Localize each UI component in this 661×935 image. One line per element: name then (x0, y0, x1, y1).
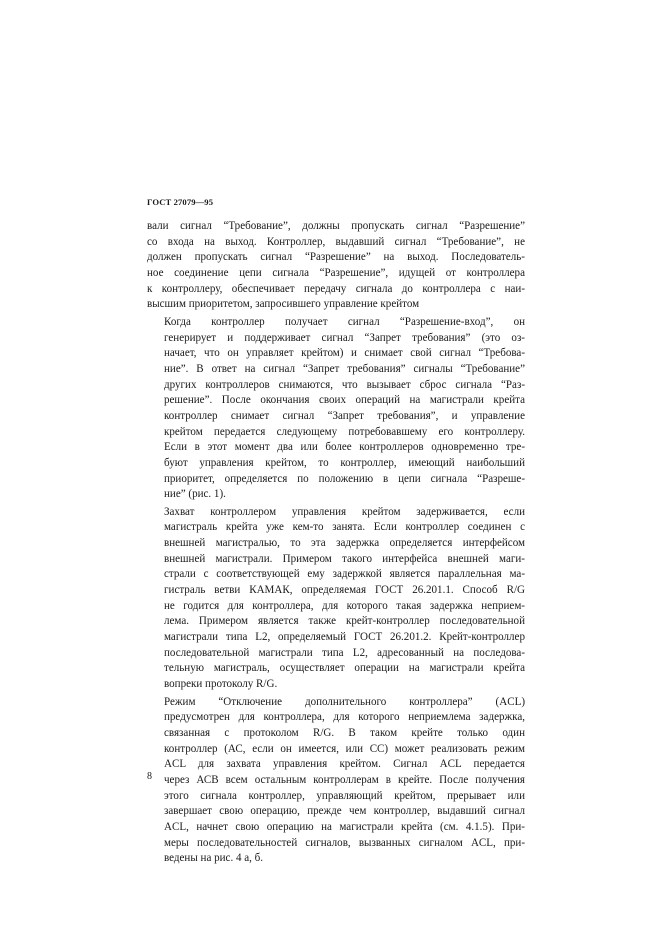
text-line: через АСВ всем остальным контроллерам в крейте. После получения (164, 773, 525, 786)
text-line: предусмотрен для контроллера, для которого неприемлема задержка, (164, 711, 525, 724)
text-line: к контроллеру, обеспечивает передачу сигнала до контроллера с наи- (147, 282, 525, 295)
text-line: Если в этот момент два или более контроллеров одновременно тре- (164, 441, 525, 454)
text-line: Режим “Отключение дополнительного контроллера” (ACL) (164, 695, 525, 708)
text-line: внешней магистрали. Примером такого интерфейса внешней маги- (164, 552, 525, 565)
paragraph (147, 219, 525, 313)
text-line: высшим приоритетом, запросившего управление крейтом (147, 298, 420, 311)
text-line: не годится для контроллера, для которого такая задержка неприем- (164, 599, 525, 612)
text-line: контроллер (АС, если он имеется, или СС) может реализовать режим (164, 742, 525, 755)
paragraph (147, 695, 525, 867)
text-line: ведены на рис. 4 а, б. (164, 852, 264, 865)
text-line: контроллер снимает сигнал “Запрет требования”, и управление (164, 409, 525, 422)
text-line: крейтом передается следующему потребовавшему его контроллеру. (164, 425, 525, 438)
text-line: приоритет, определяется по положению в цепи сигнала “Разреше- (164, 472, 525, 485)
text-line: тельную магистраль, осуществляет операции на магистрали крейта (164, 662, 525, 675)
text-line: последовательной магистрали типа L2, адресованный на последова- (164, 646, 525, 659)
text-line: завершает свою операцию, прежде чем контроллер, выдавший сигнал (164, 805, 525, 818)
text-line: Захват контроллером управления крейтом задерживается, если (164, 505, 525, 518)
text-line: Когда контроллер получает сигнал “Разрешение-вход”, он (164, 315, 525, 328)
text-line: внешней магистралью, то эта задержка определяется интерфейсом (164, 537, 525, 550)
text-line: ное соединение цепи сигнала “Разрешение”, идущей от контроллера (147, 266, 525, 279)
text-line: меры последовательностей сигналов, вызванных сигналом ACL, при- (164, 836, 525, 849)
text-line: ние” (рис. 1). (164, 488, 226, 501)
text-line: гистраль ветви КАМАК, определяемая ГОСТ 26.201.1. Способ R/G (164, 584, 525, 597)
text-line: магистраль крейта уже кем-то занята. Если контроллер соединен с (164, 521, 525, 534)
text-line: других контроллеров снимаются, что вызывает сброс сигнала “Раз- (164, 378, 525, 391)
page-header: ГОСТ 27079—95 (147, 197, 214, 207)
body-text (147, 219, 525, 869)
text-line: этого сигнала контроллер, управляющий крейтом, прерывает или (164, 789, 525, 802)
text-line: страли с соответствующей ему задержкой является параллельная ма- (164, 568, 525, 581)
paragraph (147, 505, 525, 693)
page-number: 8 (147, 771, 152, 782)
text-line: начает, что он управляет крейтом) и снимает свой сигнал “Требова- (164, 347, 525, 360)
text-line: ACL, начнет свою операцию на магистрали крейта (см. 4.1.5). При- (164, 820, 525, 833)
text-line: буют управления крейтом, то контроллер, имеющий наибольший (164, 456, 525, 469)
text-line: решение”. После окончания своих операций на магистрали крейта (164, 394, 525, 407)
text-line: ние”. В ответ на сигнал “Запрет требования” сигналы “Требование” (164, 362, 525, 375)
text-line: вопреки протоколу R/G. (164, 678, 278, 691)
text-line: со входа на выход. Контроллер, выдавший сигнал “Требование”, не (147, 235, 525, 248)
paragraph (147, 315, 525, 503)
text-line: лема. Примером является также крейт-контроллер последовательной (164, 615, 525, 628)
text-line: должен пропускать сигнал “Разрешение” на выход. Последователь- (147, 251, 525, 264)
text-line: магистрали типа L2, определяемый ГОСТ 26.201.2. Крейт-контроллер (164, 631, 525, 644)
text-line: связанная с протоколом R/G. В таком крейте только один (164, 727, 525, 739)
text-line: ACL для захвата управления крейтом. Сигнал ACL передается (164, 758, 525, 771)
text-line: генерирует и поддерживает сигнал “Запрет требования” (это оз- (164, 331, 525, 344)
text-line: вали сигнал “Требование”, должны пропускать сигнал “Разрешение” (147, 220, 525, 232)
